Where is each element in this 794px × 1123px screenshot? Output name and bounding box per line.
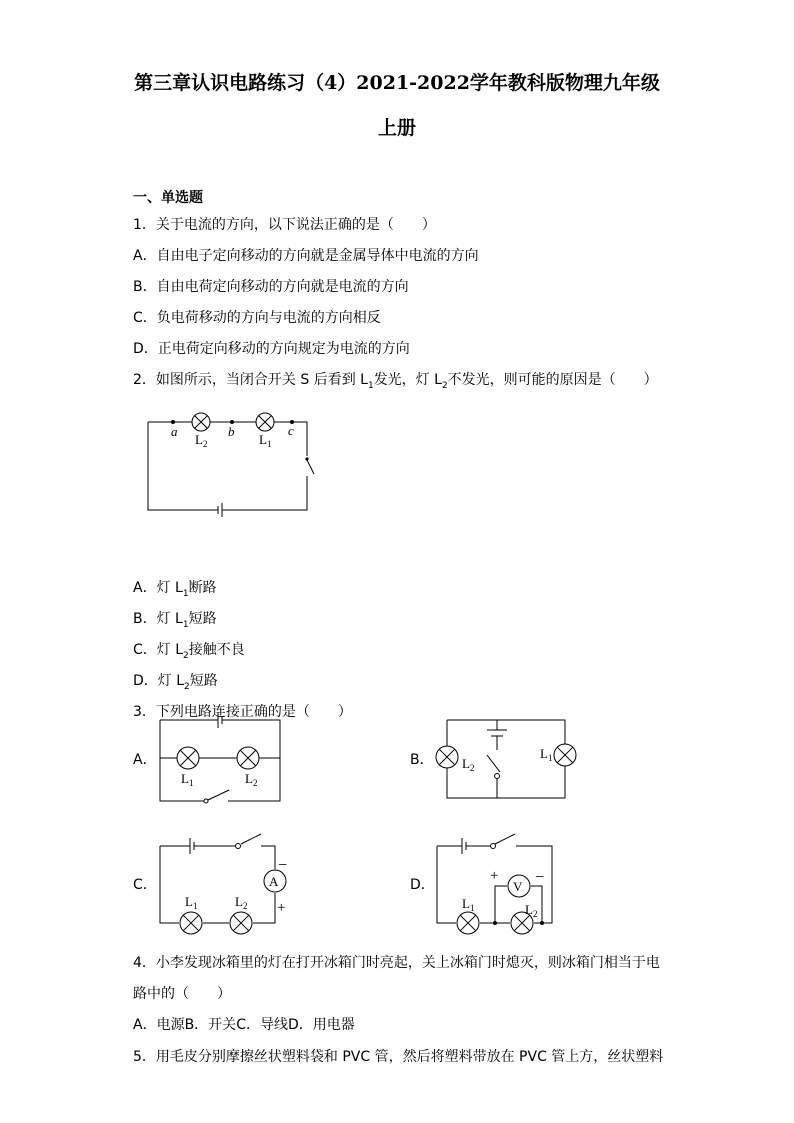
q3-figure-c — [155, 826, 295, 940]
q5-stem-line1: 5．用毛皮分别摩擦丝状塑料袋和 PVC 管，然后将塑料带放在 PVC 管上方，丝状塑料 — [133, 1049, 664, 1065]
q2-circuit-figure — [140, 408, 320, 527]
q3c-label-l1: $L_1$ — [185, 894, 198, 911]
q2-label-l2: $L_2$ — [195, 432, 208, 449]
q4-option-a: A．电源 — [133, 1017, 185, 1033]
q1-option-a: A．自由电子定向移动的方向就是金属导体中电流的方向 — [133, 248, 479, 264]
q2-option-c: C．灯 $L_2$接触不良 — [133, 642, 245, 661]
q3-figure-b — [430, 708, 580, 812]
q3b-label-l2: $L_2$ — [462, 756, 475, 773]
q2-option-b: B．灯 $L_1$短路 — [133, 611, 217, 630]
q3a-label-l2: $L_2$ — [245, 771, 258, 788]
q3-label-b: B． — [410, 752, 434, 768]
q2-point-b: b — [228, 424, 235, 439]
q1-stem: 1．关于电流的方向，以下说法正确的是（ ） — [133, 217, 436, 233]
q3c-plus: + — [277, 900, 286, 916]
q4-stem-line2: 路中的（ ） — [133, 986, 231, 1002]
document-title-line2: 上册 — [377, 117, 416, 139]
q1-option-d: D．正电荷定向移动的方向规定为电流的方向 — [133, 341, 410, 357]
q3-label-a: A． — [133, 752, 157, 768]
q3d-plus: + — [490, 868, 499, 884]
q3d-voltmeter-letter: V — [513, 879, 523, 894]
q4-option-d: D．用电器 — [287, 1017, 355, 1033]
q3d-label-l1: $L_1$ — [462, 896, 475, 913]
q1-option-b: B．自由电荷定向移动的方向就是电流的方向 — [133, 279, 409, 295]
q3-stem: 3．下列电路连接正确的是（ ） — [133, 704, 352, 720]
q3-label-c: C． — [133, 877, 157, 893]
q3-figure-a — [155, 708, 290, 812]
q3c-label-l2: $L_2$ — [235, 894, 248, 911]
q3-label-d: D． — [410, 877, 435, 893]
q4-option-c: C．导线 — [236, 1017, 288, 1033]
q2-point-c: c — [288, 423, 294, 438]
q2-stem: 2．如图所示，当闭合开关 S 后看到 $L_1$发光，灯 $L_2$不发光，则可能的原因是（ ） — [133, 372, 658, 391]
q2-option-d: D．灯 $L_2$短路 — [133, 673, 218, 692]
q3d-minus: − — [535, 869, 545, 886]
q2-option-a: A．灯 $L_1$断路 — [133, 580, 217, 599]
q4-stem-line1: 4．小李发现冰箱里的灯在打开冰箱门时亮起，关上冰箱门时熄灭，则冰箱门相当于电 — [133, 955, 660, 971]
q4-options — [133, 1014, 355, 1034]
q3-figure-d — [432, 826, 562, 940]
q3d-label-l2: $L_2$ — [525, 902, 538, 919]
q4-option-b: B．开关 — [184, 1017, 237, 1033]
q2-label-l1: $L_1$ — [259, 432, 272, 449]
q1-option-c: C．负电荷移动的方向与电流的方向相反 — [133, 310, 381, 326]
q3c-minus: − — [278, 857, 288, 874]
q3a-label-l1: $L_1$ — [181, 771, 194, 788]
document-title-line1: 第三章认识电路练习（4）2021-2022学年教科版物理九年级 — [134, 72, 660, 94]
section-heading: 一、单选题 — [133, 190, 203, 206]
q3b-label-l1: $L_1$ — [540, 746, 553, 763]
q3c-ammeter-letter: A — [269, 874, 279, 889]
q2-point-a: a — [171, 424, 178, 439]
